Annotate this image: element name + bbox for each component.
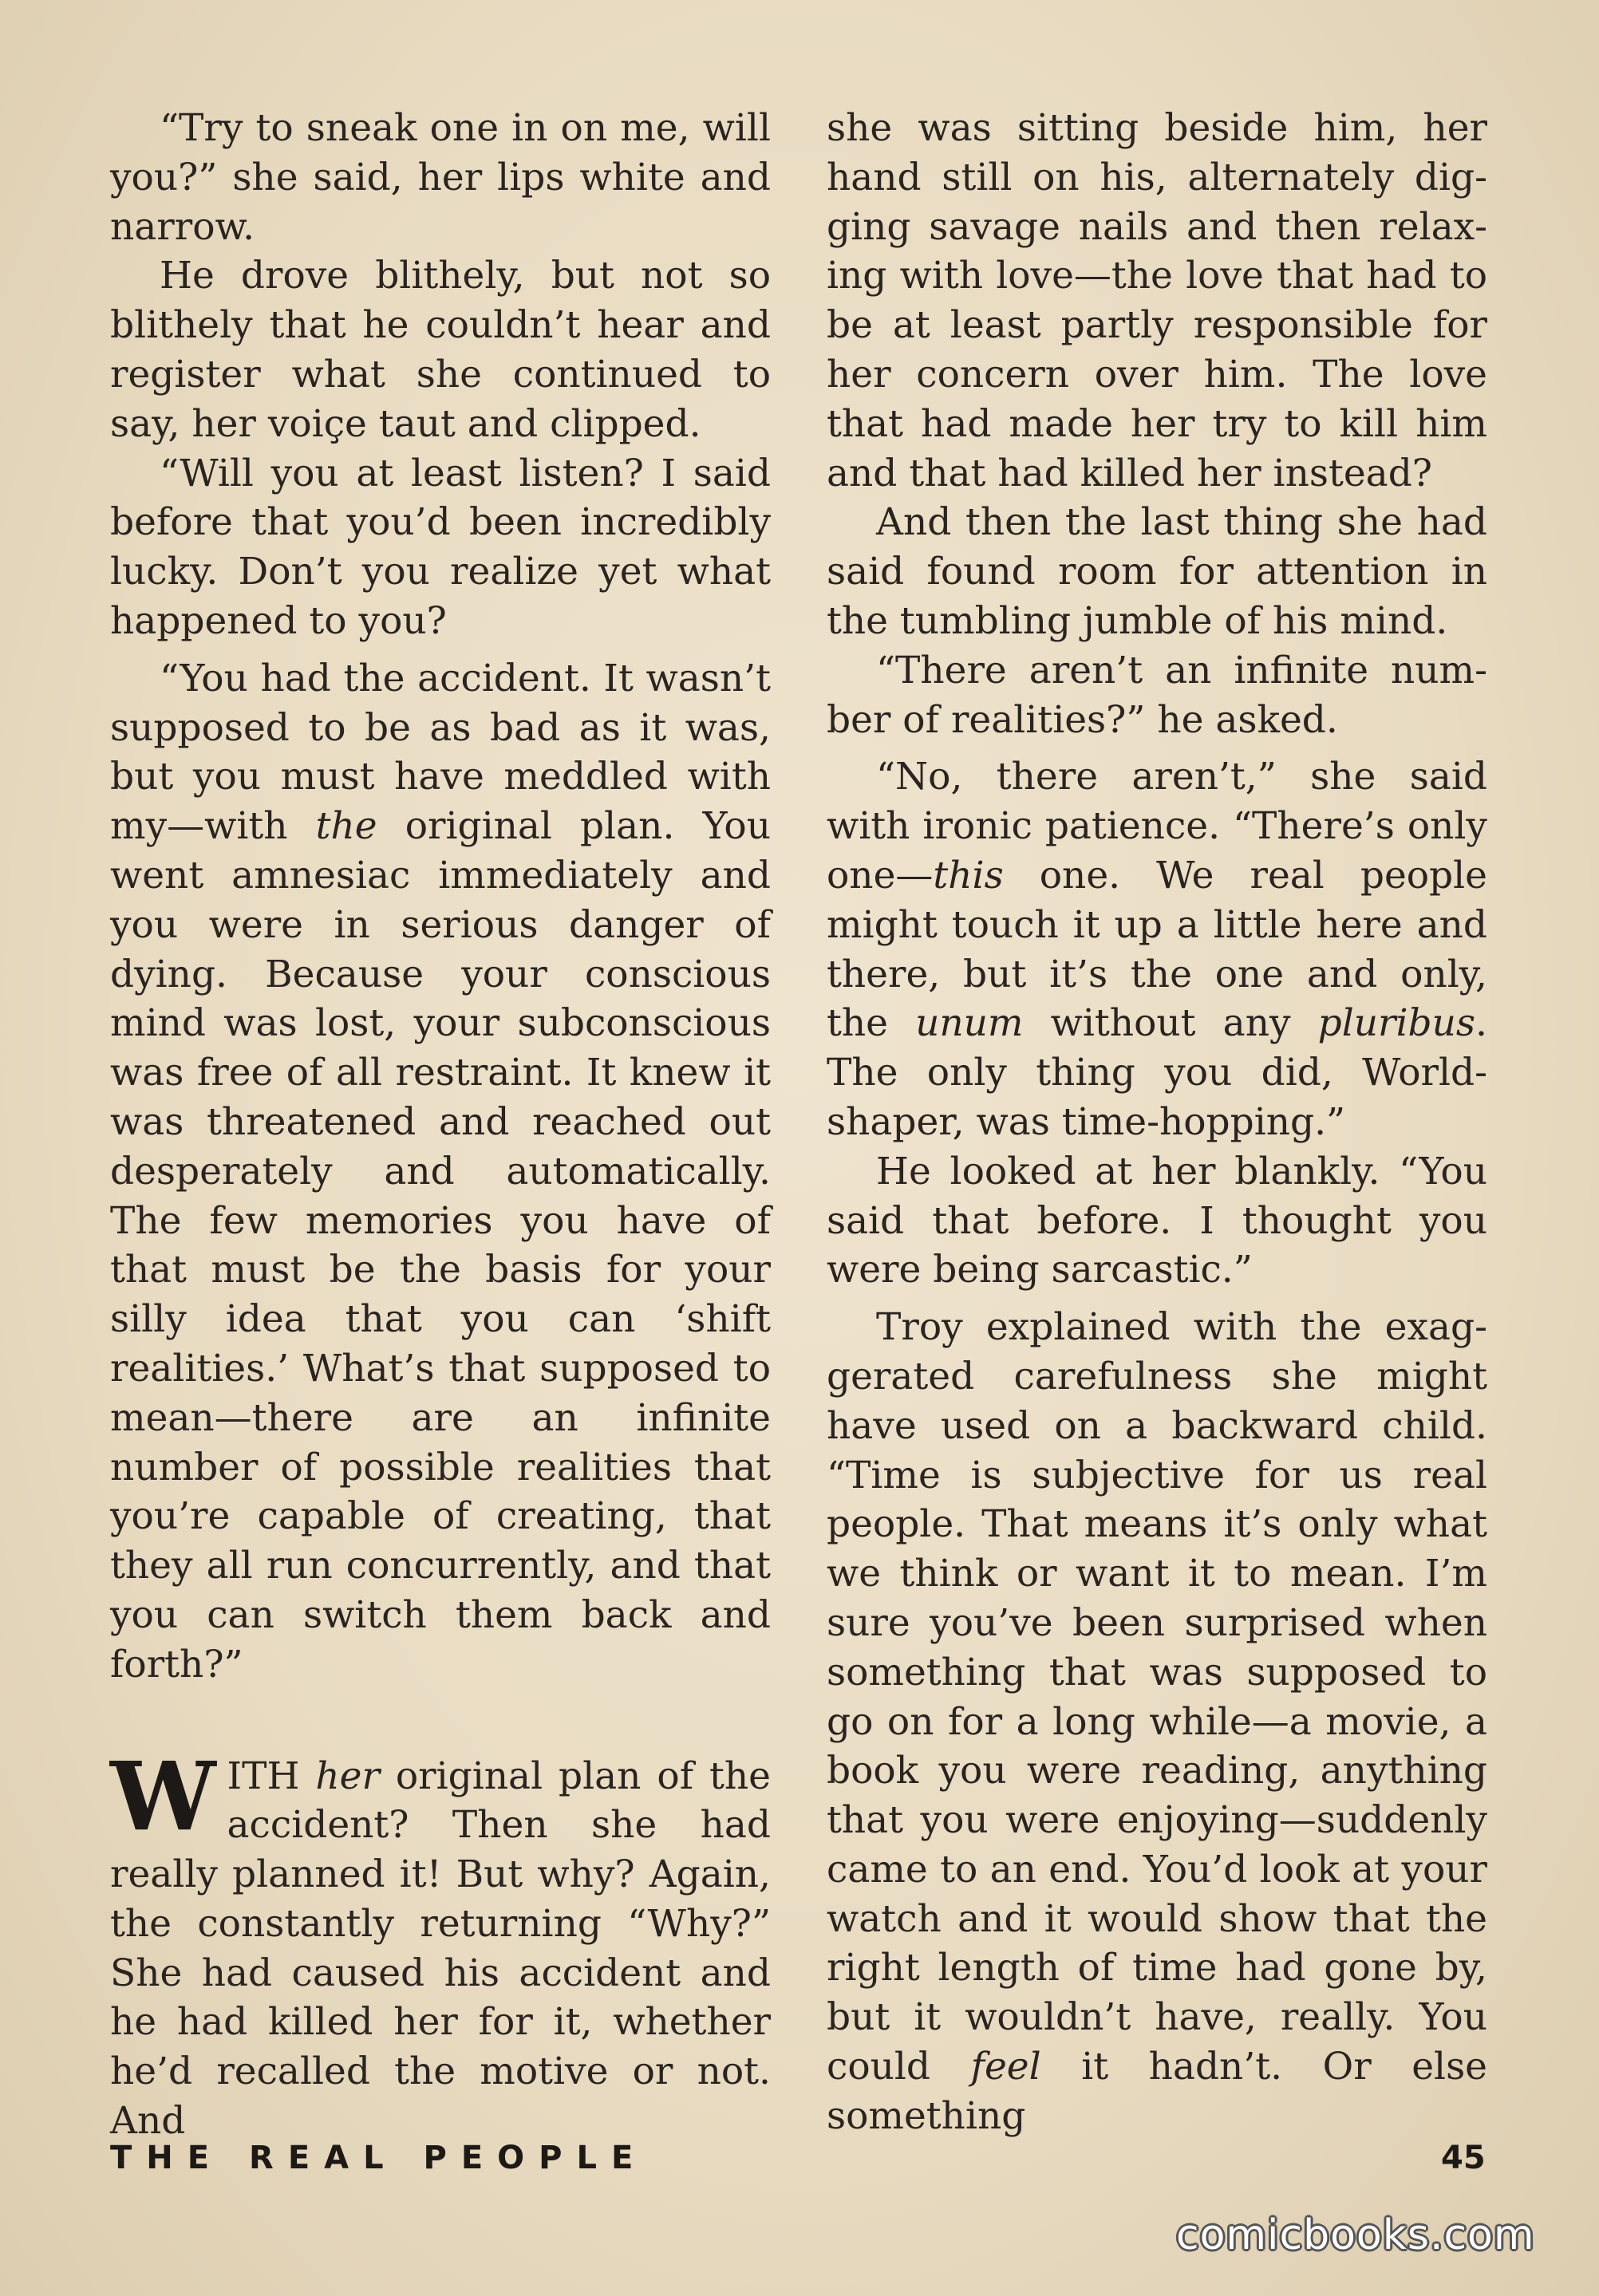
paragraph <box>827 1303 1487 2141</box>
paragraph-text: Troy explained with the exaggerated carefulness she might have used on a backward child. “Time is subjective for us real people. That means it’s only what we think or want it to mean. I’m sure you’ve been surprised when something that was supposed to go on for a long while—a movie, a book you were reading, anything that you were enjoying—suddenly came to an end. You’d look at your watch and it would show that the right length of time had gone by, but it wouldn’t have, really. You could <box>827 1305 1487 2089</box>
paragraph-text: without any <box>1023 1001 1318 1046</box>
paragraph-text: original plan. You went amnesiac immediately and you were in serious danger of dying. Because your conscious mind was lost, your subconscious was free of all restraint. It knew it was threatened and reached out desperately and automatically. The few memories you have of that must be the basis for your silly idea that you can ‘shift realities.’ What’s that supposed to mean—there are an infinite number of possible realities that you’re capable of creating, that they all run concurrently, and that you can switch them back and forth?” <box>110 804 771 1686</box>
paragraph-text: “No, there aren’t,” she said with ironic patience. “There’s only one— <box>827 755 1487 897</box>
paragraph-text: it hadn’t. Or else something <box>827 2045 1488 2138</box>
paragraph-text: . The only thing you did, World-shaper, was time-hopping.” <box>827 1001 1487 1144</box>
paragraph-text: original plan of the accident? Then she had really planned it! But why? Again, the constantly returning “Why?” She had caused his accident and he had killed her for it, whether he’d recalled the motive or not. And <box>110 1754 771 2144</box>
paragraph-text: He looked at her blankly. “You said that before. I thought you were being sarcastic.” <box>827 1149 1487 1292</box>
right-column <box>827 104 1487 2141</box>
emphasis-text: pluribus <box>1317 1001 1476 1046</box>
drop-cap: W <box>110 1740 216 1852</box>
paragraph-text: “There aren’t an infinite number of realities?” he asked. <box>827 648 1487 742</box>
emphasis-text: feel <box>970 2045 1041 2089</box>
emphasis-text: this <box>933 853 1004 897</box>
paragraph-text: “Will you at least listen? I said before that you’d been incredibly lucky. Don’t you realize yet what happened to you? <box>110 451 771 643</box>
paragraph-text: He drove blithely, but not so blithely that he couldn’t hear and register what she continued to say, her voiçe taut and clipped. <box>110 254 771 446</box>
paragraph <box>827 1147 1487 1295</box>
paragraph-text: one. We real people might touch it up a little here and there, but it’s the one and only, the <box>827 853 1487 1046</box>
watermark: comicbooks.com <box>1176 2211 1535 2259</box>
running-footer-title: THE REAL PEOPLE <box>110 2140 648 2176</box>
paragraph <box>110 251 771 448</box>
paragraph-text: “Try to sneak one in on me, will you?” she said, her lips white and narrow. <box>110 106 771 249</box>
paragraph <box>827 498 1487 645</box>
section-paragraph <box>110 1740 771 2146</box>
paragraph-text: And then the last thing she had said found room for attention in the tumbling jumble of his mind. <box>827 500 1487 643</box>
emphasis-text: the <box>315 804 377 849</box>
page-number: 45 <box>1441 2140 1486 2176</box>
paragraph <box>827 104 1487 498</box>
emphasis-text: unum <box>915 1001 1024 1046</box>
paragraph <box>110 449 771 646</box>
paragraph-text: ITH <box>227 1754 316 1798</box>
paragraph <box>110 104 771 251</box>
emphasis-text: her <box>315 1754 380 1798</box>
paragraph-text: “You had the accident. It wasn’t supposed to be as bad as it was, but you must have meddled with my—with <box>110 656 771 849</box>
paragraph <box>827 646 1487 745</box>
left-column <box>110 104 771 2146</box>
paragraph <box>827 752 1487 1146</box>
paragraph <box>110 654 771 1690</box>
paragraph-text: she was sitting beside him, her hand still on his, alternately digging savage nails and then relaxing with love—the love that had to be at least partly responsible for her concern over him. The love that had made her try to kill him and that had killed her instead? <box>827 106 1487 495</box>
